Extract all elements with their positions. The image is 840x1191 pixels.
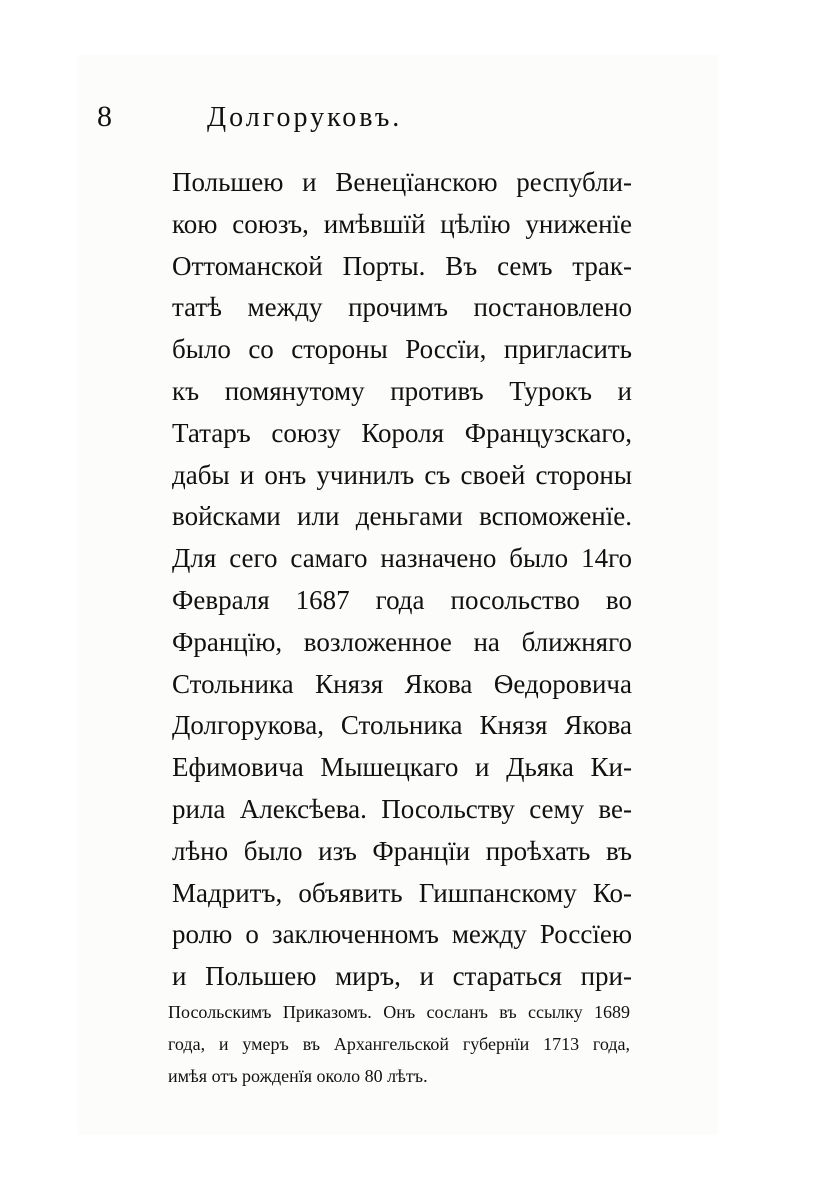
text-line: Ефимовича Мышецкаго и Дьяка Ки- xyxy=(172,752,632,783)
text-line: татѣ между прочимъ постановлено xyxy=(172,292,632,323)
footnote-line: имѣя отъ рожденїя около 80 лѣтъ. xyxy=(168,1066,428,1086)
text-line: Февраля 1687 года посольство во xyxy=(172,584,632,615)
text-line: Мадритъ, объявить Гишпанскому Ко- xyxy=(172,877,632,908)
text-line: Долгорукова, Стольника Князя Якова xyxy=(172,710,632,741)
text-line: Татаръ союзу Короля Французскаго, xyxy=(172,417,632,448)
text-line: Польшею и Венецїанскою республи- xyxy=(172,167,632,197)
text-line: дабы и онъ учинилъ съ своей стороны xyxy=(172,459,632,490)
text-line: къ помянутому противъ Турокъ и xyxy=(172,375,632,406)
text-line: лѣно было изъ Францїи проѣхать въ xyxy=(172,835,632,866)
text-line: Для сего самаго назначено было 14го xyxy=(172,543,632,574)
text-line: Францїю, возложенное на ближняго xyxy=(172,626,632,657)
page-number: 8 xyxy=(97,100,112,133)
text-line: Стольника Князя Якова Ѳедоровича xyxy=(172,668,632,699)
text-line: было со стороны Россїи, пригласить xyxy=(172,334,632,365)
text-line: и Польшею миръ, и стараться при- xyxy=(172,961,632,992)
text-line: рила Алексѣева. Посольству сему ве- xyxy=(172,793,632,824)
text-line: ролю о заключенномъ между Россїею xyxy=(172,919,632,950)
footnote xyxy=(168,996,630,1092)
body-text xyxy=(172,162,632,998)
text-line: Оттоманской Порты. Въ семъ трак- xyxy=(172,250,632,281)
page-header xyxy=(97,100,517,140)
running-head: Долгоруковъ. xyxy=(207,102,403,133)
footnote-line: года, и умеръ въ Архангельской губернїи 1713 года, xyxy=(168,1034,630,1054)
text-line: кою союзъ, имѣвшїй цѣлїю униженїе xyxy=(172,208,632,239)
footnote-line: Посольскимъ Приказомъ. Онъ сосланъ въ ссылку 1689 xyxy=(168,1002,630,1022)
text-line: войсками или деньгами вспоможенїе. xyxy=(172,501,632,532)
